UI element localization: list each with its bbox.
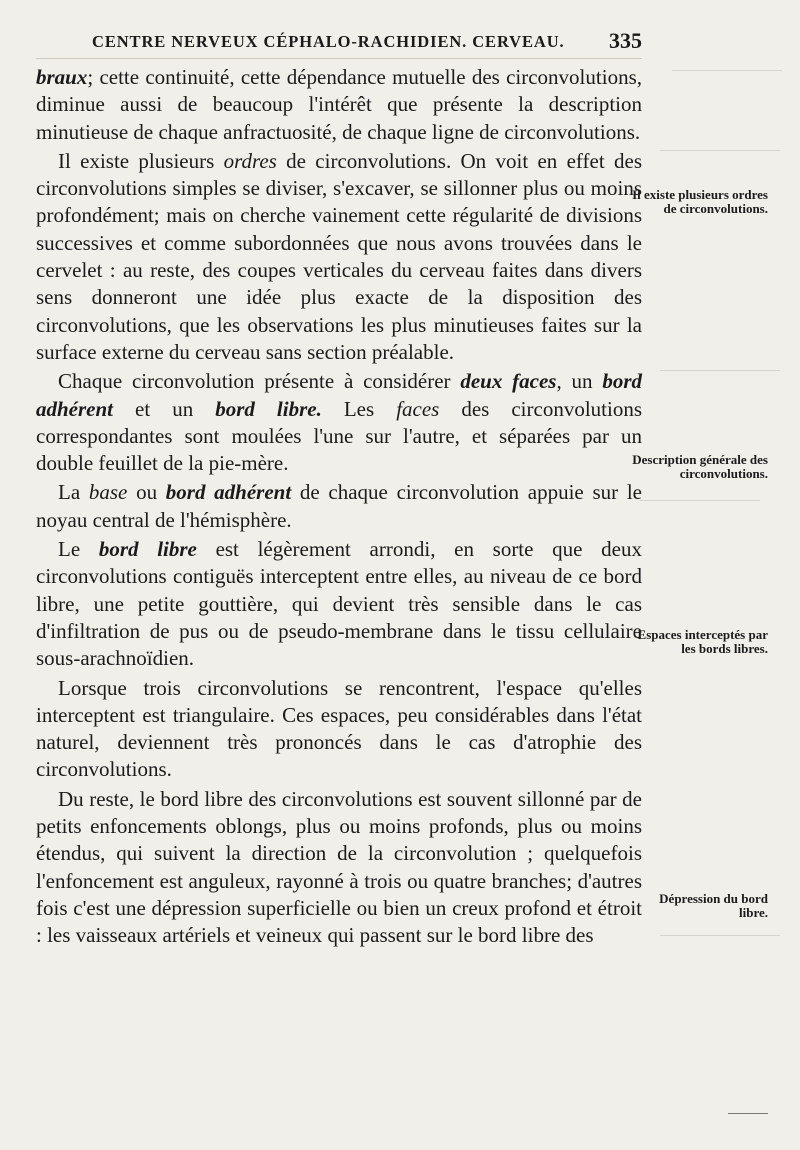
paragraph	[36, 368, 642, 477]
emphasis: base	[88, 480, 128, 505]
text-run: Les	[321, 396, 397, 421]
bleed-through-mark	[660, 935, 780, 966]
emphasis: bord adhérent	[36, 369, 642, 421]
emphasis: ordres	[223, 148, 277, 173]
page-number: 335	[609, 28, 642, 53]
text-run: , un	[556, 369, 603, 394]
paragraph	[36, 675, 642, 784]
running-title: CENTRE NERVEUX CÉPHALO-RACHIDIEN. CERVEAU.	[92, 32, 565, 51]
bleed-through-mark	[640, 500, 760, 521]
text-run: Il existe plusieurs	[58, 148, 224, 173]
text-run: ou	[127, 480, 166, 505]
side-note: Dépression du bord libre.	[659, 891, 768, 920]
emphasis: deux faces	[460, 369, 557, 394]
text-run: des circonvolutions correspondantes sont moulées l'une sur l'autre, et séparées par un double feuillet de la pie-mère.	[36, 396, 643, 476]
text-run: Lorsque trois circonvolutions se rencontrent, l'espace qu'elles interceptent est triangulaire. Ces espaces, peu considérables dans l'état naturel, deviennent très prononcés dans le cas d'atrophie des circonvolutions.	[36, 675, 642, 782]
bleed-through-mark	[660, 370, 780, 391]
side-note: Espaces interceptés par les bords libres.	[637, 627, 768, 656]
paragraph	[36, 479, 642, 534]
text-run: Du reste, le bord libre des circonvolutions est souvent sillonné par de petits enfoncements oblongs, plus ou moins profonds, plus ou moins étendus, qui suivent la direction de la circonvolution ; quelquefois l'enfoncement est anguleux, rayonné à trois ou quatre branches; d'autres fois c'est une dépression superficielle ou bien un creux profond et étroit : les vaisseaux artériels et veineux qui passent sur le bord libre des	[36, 786, 642, 948]
footer-rule	[728, 1113, 768, 1114]
emphasis: bord libre.	[215, 396, 322, 421]
text-run: est légèrement arrondi, en sorte que deux circonvolutions contiguës interceptent entre elles, au niveau de ce bord libre, une petite gouttière, qui devient très sensible dans le cas d'infiltration de pus ou de pseudo-membrane dans le tissu cellulaire sous-arachnoïdien.	[36, 537, 642, 671]
emphasis: faces	[396, 396, 440, 421]
emphasis: bord libre	[98, 537, 197, 562]
paragraph	[36, 148, 642, 366]
text-run: Chaque circonvolution présente à considérer	[58, 369, 461, 394]
running-head	[36, 28, 642, 59]
text-run: La	[58, 480, 89, 505]
text-run: Le	[58, 537, 99, 562]
paragraph	[36, 64, 642, 146]
emphasis: braux	[36, 65, 88, 89]
text-run: et un	[113, 396, 216, 421]
bleed-through-mark	[660, 150, 780, 191]
text-run: de chaque circonvolution appuie sur le noyau central de l'hémisphère.	[36, 480, 642, 532]
emphasis: bord adhérent	[165, 480, 292, 505]
bleed-through-mark	[672, 70, 782, 111]
text-run: ; cette continuité, cette dépendance mutuelle des circonvolutions, diminue aussi de beaucoup l'intérêt que présente la description minutieuse de chaque anfractuosité, de chaque ligne de circonvolutions.	[36, 65, 642, 144]
text-run: de circonvolutions. On voit en effet des circonvolutions simples se diviser, s'excaver, se sillonner plus ou moins profondément; mais on cherche vainement cette régularité de divisions successives et comme subordonnées que nous avons trouvées dans le cervelet : au reste, des coupes verticales du cerveau faites dans divers sens donneront une idée plus exacte de la disposition des circonvolutions, que les observations les plus minutieuses faites sur la surface externe du cerveau sans section préalable.	[36, 148, 642, 364]
side-note: Description générale des circonvolutions.	[632, 452, 768, 481]
paragraph	[36, 536, 642, 672]
paragraph	[36, 786, 642, 950]
side-note: Il existe plusieurs ordres de circonvolutions.	[632, 187, 768, 216]
body-text	[36, 64, 642, 950]
